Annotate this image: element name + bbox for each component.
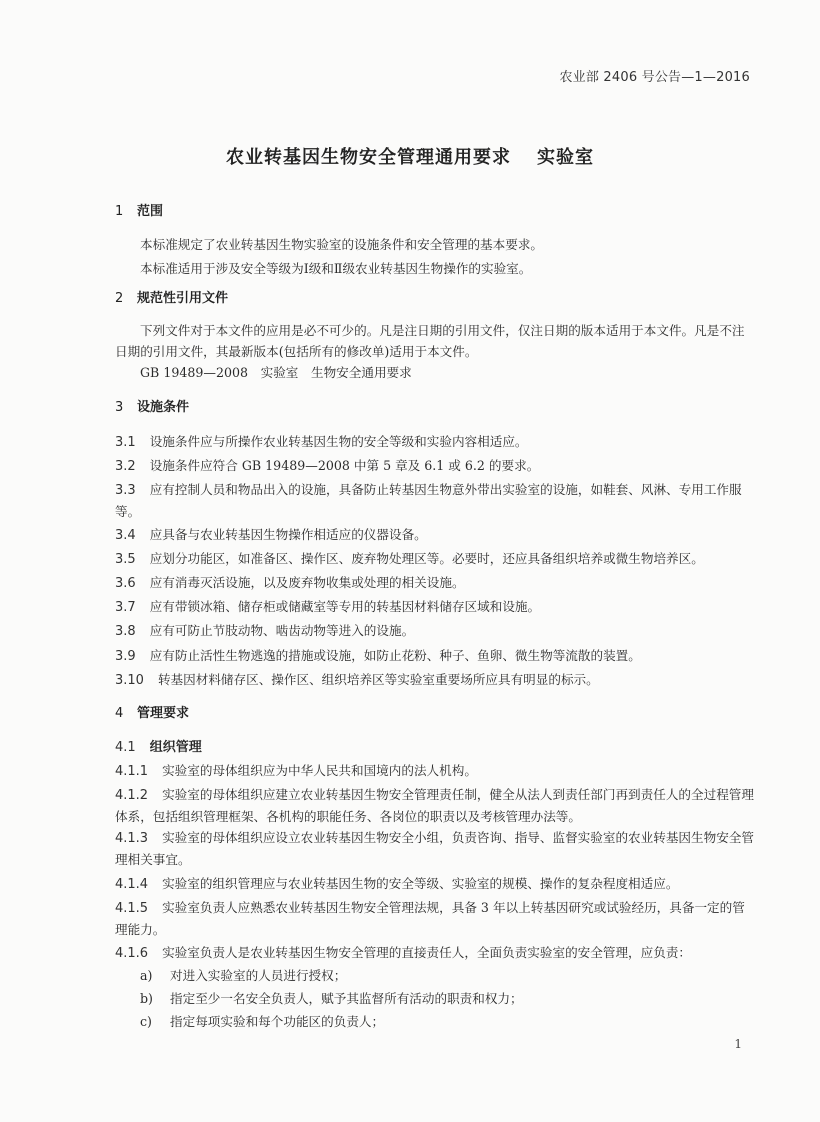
title-sub: 实验室 bbox=[537, 147, 594, 168]
clause: 4.1.3 实验室的母体组织应设立农业转基因生物安全小组，负责咨询、指导、监督实验室的农业转基因生物安全管理相关事宜。 bbox=[115, 830, 754, 867]
section-heading: 4 管理要求 bbox=[115, 706, 190, 721]
subsection-heading: 4.1 组织管理 bbox=[115, 740, 202, 755]
clause: 3.7 应有带锁冰箱、储存柜或储藏室等专用的转基因材料储存区域和设施。 bbox=[115, 599, 541, 615]
clause: 3.5 应划分功能区，如准备区、操作区、废弃物处理区等。必要时，还应具备组织培养或微生物培养区。 bbox=[115, 551, 704, 567]
clause: 4.1.6 实验室负责人是农业转基因生物安全管理的直接责任人，全面负责实验室的安全管理，应负责： bbox=[115, 945, 692, 961]
clause: 3.8 应有可防止节肢动物、啮齿动物等进入的设施。 bbox=[115, 623, 415, 639]
clause: 3.3 应有控制人员和物品出入的设施，具备防止转基因生物意外带出实验室的设施，如鞋套、风淋、专用工作服等。 bbox=[115, 482, 742, 519]
clause: 3.1 设施条件应与所操作农业转基因生物的安全等级和实验内容相适应。 bbox=[115, 434, 528, 450]
title-main: 农业转基因生物安全管理通用要求 bbox=[226, 147, 511, 168]
clause: 3.6 应有消毒灭活设施，以及废弃物收集或处理的相关设施。 bbox=[115, 575, 465, 591]
clause: 3.9 应有防止活性生物逃逸的措施或设施，如防止花粉、种子、鱼卵、微生物等流散的装置。 bbox=[115, 648, 641, 664]
section-heading: 2 规范性引用文件 bbox=[115, 291, 229, 306]
page-number: 1 bbox=[734, 1037, 742, 1051]
paragraph: 本标准规定了农业转基因生物实验室的设施条件和安全管理的基本要求。 bbox=[140, 237, 543, 252]
section-heading: 1 范围 bbox=[115, 204, 164, 219]
clause: 4.1.4 实验室的组织管理应与农业转基因生物的安全等级、实验室的规模、操作的复杂程度相适应。 bbox=[115, 876, 679, 892]
document-title bbox=[0, 143, 820, 169]
section-heading: 3 设施条件 bbox=[115, 400, 190, 415]
standard-number: 农业部 2406 号公告—1—2016 bbox=[559, 70, 750, 85]
clause: 4.1.1 实验室的母体组织应为中华人民共和国境内的法人机构。 bbox=[115, 763, 477, 779]
reference-item: GB 19489—2008 实验室 生物安全通用要求 bbox=[140, 365, 412, 380]
clause: 3.10 转基因材料储存区、操作区、组织培养区等实验室重要场所应具有明显的标示。 bbox=[115, 672, 599, 688]
paragraph: 本标准适用于涉及安全等级为Ⅰ级和Ⅱ级农业转基因生物操作的实验室。 bbox=[140, 261, 532, 276]
clause: 4.1.2 实验室的母体组织应建立农业转基因生物安全管理责任制，健全从法人到责任部门再到责任人的全过程管理体系，包括组织管理框架、各机构的职能任务、各岗位的职责以及考核管理办法等。 bbox=[115, 787, 754, 824]
paragraph: 下列文件对于本文件的应用是必不可少的。凡是注日期的引用文件，仅注日期的版本适用于本文件。凡是不注日期的引用文件，其最新版本(包括所有的修改单)适用于本文件。 bbox=[115, 323, 745, 359]
list-item: a) 对进入实验室的人员进行授权； bbox=[140, 968, 347, 983]
clause: 3.2 设施条件应符合 GB 19489—2008 中第 5 章及 6.1 或 6.2 的要求。 bbox=[115, 458, 540, 474]
list-item: b) 指定至少一名安全负责人，赋予其监督所有活动的职责和权力； bbox=[140, 991, 523, 1006]
clause: 3.4 应具备与农业转基因生物操作相适应的仪器设备。 bbox=[115, 527, 427, 543]
clause: 4.1.5 实验室负责人应熟悉农业转基因生物安全管理法规，具备 3 年以上转基因研究或试验经历，具备一定的管理能力。 bbox=[115, 900, 745, 937]
list-item: c) 指定每项实验和每个功能区的负责人； bbox=[140, 1014, 385, 1029]
